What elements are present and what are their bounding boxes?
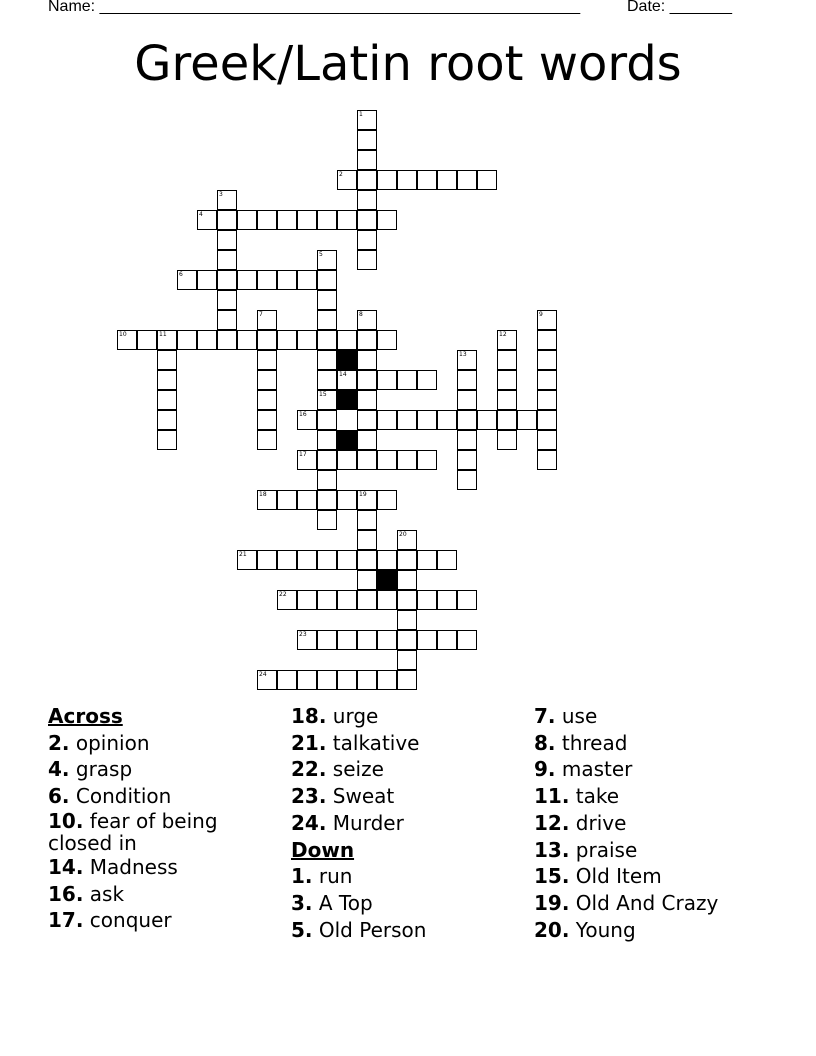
grid-cell[interactable]	[377, 490, 397, 510]
grid-cell[interactable]	[357, 150, 377, 170]
grid-cell[interactable]	[217, 190, 237, 210]
grid-cell[interactable]	[397, 590, 417, 610]
cell-number: 2	[339, 171, 343, 178]
clue-text: conquer	[89, 908, 172, 933]
grid-cell[interactable]	[357, 110, 377, 130]
cell-number: 1	[359, 111, 363, 118]
cell-number: 5	[319, 251, 323, 258]
grid-cell[interactable]	[317, 350, 337, 370]
across-heading: Across	[48, 704, 123, 728]
clue-text: Old Item	[575, 864, 662, 889]
grid-cell[interactable]	[257, 330, 277, 350]
grid-cell[interactable]	[397, 670, 417, 690]
grid-cell[interactable]	[417, 410, 437, 430]
grid-cell[interactable]	[217, 310, 237, 330]
grid-cell[interactable]	[197, 210, 217, 230]
grid-cell[interactable]	[317, 330, 337, 350]
grid-cell[interactable]	[297, 450, 317, 470]
clue-number: 8.	[534, 730, 556, 755]
clue-text: talkative	[332, 730, 420, 755]
blocked-cell	[337, 350, 357, 370]
grid-cell[interactable]	[397, 170, 417, 190]
clue-item	[291, 917, 526, 944]
clue-text: grasp	[75, 757, 133, 782]
grid-cell[interactable]	[217, 330, 237, 350]
grid-cell[interactable]	[497, 350, 517, 370]
cell-number: 11	[159, 331, 167, 338]
grid-cell[interactable]	[417, 450, 437, 470]
grid-cell[interactable]	[257, 490, 277, 510]
grid-cell[interactable]	[277, 270, 297, 290]
date-field-label[interactable]: Date: _______	[627, 0, 732, 15]
grid-cell[interactable]	[317, 630, 337, 650]
clue-item	[291, 783, 526, 810]
clue-text: run	[318, 864, 353, 889]
grid-cell[interactable]	[437, 590, 457, 610]
name-field-label[interactable]: Name: ______________________________________________________	[48, 0, 581, 15]
clue-item	[291, 863, 526, 890]
clue-number: 3.	[291, 890, 313, 915]
grid-cell[interactable]	[337, 330, 357, 350]
grid-cell[interactable]	[517, 410, 537, 430]
grid-cell[interactable]	[437, 170, 457, 190]
grid-cell[interactable]	[357, 490, 377, 510]
clue-text: opinion	[75, 730, 150, 755]
grid-cell[interactable]	[417, 550, 437, 570]
grid-cell[interactable]	[457, 370, 477, 390]
cell-number: 14	[339, 371, 347, 378]
grid-cell[interactable]	[297, 490, 317, 510]
cell-number: 24	[259, 671, 267, 678]
cell-number: 22	[279, 591, 287, 598]
cell-number: 7	[259, 311, 263, 318]
grid-cell[interactable]	[377, 330, 397, 350]
grid-cell[interactable]	[457, 350, 477, 370]
grid-cell[interactable]	[257, 370, 277, 390]
grid-cell[interactable]	[317, 370, 337, 390]
clue-number: 17.	[48, 908, 84, 933]
grid-cell[interactable]	[397, 570, 417, 590]
grid-cell[interactable]	[337, 490, 357, 510]
grid-cell[interactable]	[377, 590, 397, 610]
blocked-cell	[377, 570, 397, 590]
grid-cell[interactable]	[177, 330, 197, 350]
grid-cell[interactable]	[117, 330, 137, 350]
clue-number: 2.	[48, 730, 70, 755]
grid-cell[interactable]	[537, 350, 557, 370]
clue-number: 13.	[534, 837, 570, 862]
grid-cell[interactable]	[357, 410, 377, 430]
clue-item	[534, 890, 794, 917]
grid-cell[interactable]	[317, 470, 337, 490]
grid-cell[interactable]	[437, 550, 457, 570]
grid-cell[interactable]	[397, 450, 417, 470]
clue-column-1	[48, 703, 283, 934]
grid-cell[interactable]	[357, 670, 377, 690]
grid-cell[interactable]	[157, 390, 177, 410]
grid-cell[interactable]	[257, 390, 277, 410]
grid-cell[interactable]	[257, 550, 277, 570]
grid-cell[interactable]	[457, 590, 477, 610]
clue-item	[291, 890, 526, 917]
grid-cell[interactable]	[317, 290, 337, 310]
cell-number: 12	[499, 331, 507, 338]
grid-cell[interactable]	[197, 270, 217, 290]
grid-cell[interactable]	[357, 530, 377, 550]
clue-text: Condition	[75, 784, 172, 809]
clue-number: 9.	[534, 757, 556, 782]
clue-item	[534, 917, 794, 944]
cell-number: 10	[119, 331, 127, 338]
grid-cell[interactable]	[317, 590, 337, 610]
grid-cell[interactable]	[277, 490, 297, 510]
grid-cell[interactable]	[297, 410, 317, 430]
grid-cell[interactable]	[377, 550, 397, 570]
grid-cell[interactable]	[337, 170, 357, 190]
clue-item	[534, 863, 794, 890]
grid-cell[interactable]	[457, 630, 477, 650]
grid-cell[interactable]	[537, 370, 557, 390]
grid-cell[interactable]	[297, 670, 317, 690]
clue-number: 6.	[48, 784, 70, 809]
grid-cell[interactable]	[357, 230, 377, 250]
grid-cell[interactable]	[537, 390, 557, 410]
grid-cell[interactable]	[217, 290, 237, 310]
grid-cell[interactable]	[237, 330, 257, 350]
cell-number: 19	[359, 491, 367, 498]
grid-cell[interactable]	[317, 210, 337, 230]
cell-number: 23	[299, 631, 307, 638]
clue-number: 12.	[534, 810, 570, 835]
grid-cell[interactable]	[157, 410, 177, 430]
clue-text: use	[561, 704, 598, 728]
grid-cell[interactable]	[277, 670, 297, 690]
grid-cell[interactable]	[537, 310, 557, 330]
grid-cell[interactable]	[357, 630, 377, 650]
grid-cell[interactable]	[397, 630, 417, 650]
grid-cell[interactable]	[357, 390, 377, 410]
grid-cell[interactable]	[297, 330, 317, 350]
blocked-cell	[337, 390, 357, 410]
clue-text: drive	[575, 810, 627, 835]
grid-cell[interactable]	[457, 450, 477, 470]
grid-cell[interactable]	[357, 250, 377, 270]
grid-cell[interactable]	[397, 610, 417, 630]
clue-number: 5.	[291, 917, 313, 942]
grid-cell[interactable]	[537, 430, 557, 450]
grid-cell[interactable]	[377, 410, 397, 430]
clue-number: 19.	[534, 890, 570, 915]
clue-text: Murder	[332, 810, 404, 835]
clue-number: 4.	[48, 757, 70, 782]
grid-cell[interactable]	[317, 410, 337, 430]
grid-cell[interactable]	[357, 370, 377, 390]
grid-cell[interactable]	[317, 450, 337, 470]
clue-number: 23.	[291, 784, 327, 809]
clue-number: 15.	[534, 864, 570, 889]
down-heading: Down	[291, 837, 355, 862]
grid-cell[interactable]	[157, 330, 177, 350]
grid-cell[interactable]	[537, 450, 557, 470]
grid-cell[interactable]	[417, 370, 437, 390]
clue-item	[48, 810, 283, 854]
cell-number: 9	[539, 311, 543, 318]
grid-cell[interactable]	[157, 350, 177, 370]
grid-cell[interactable]	[357, 330, 377, 350]
grid-cell[interactable]	[357, 310, 377, 330]
clue-item	[534, 756, 794, 783]
grid-cell[interactable]	[497, 330, 517, 350]
grid-cell[interactable]	[397, 650, 417, 670]
grid-cell[interactable]	[277, 550, 297, 570]
grid-cell[interactable]	[497, 410, 517, 430]
grid-cell[interactable]	[317, 390, 337, 410]
clue-item	[48, 730, 283, 757]
clue-text: master	[561, 757, 633, 782]
grid-cell[interactable]	[297, 270, 317, 290]
clue-item	[48, 881, 283, 908]
grid-cell[interactable]	[217, 210, 237, 230]
grid-cell[interactable]	[357, 170, 377, 190]
grid-cell[interactable]	[457, 390, 477, 410]
grid-cell[interactable]	[357, 550, 377, 570]
clue-item	[291, 703, 526, 730]
cell-number: 15	[319, 391, 327, 398]
cell-number: 21	[239, 551, 247, 558]
grid-cell[interactable]	[197, 330, 217, 350]
clue-text: Sweat	[332, 784, 395, 809]
cell-number: 20	[399, 531, 407, 538]
cell-number: 4	[199, 211, 203, 218]
clue-item	[48, 756, 283, 783]
grid-cell[interactable]	[237, 550, 257, 570]
clue-number: 10.	[48, 808, 84, 833]
grid-cell[interactable]	[237, 270, 257, 290]
grid-cell[interactable]	[257, 310, 277, 330]
grid-cell[interactable]	[297, 550, 317, 570]
grid-cell[interactable]	[337, 550, 357, 570]
grid-cell[interactable]	[277, 590, 297, 610]
clue-number: 20.	[534, 917, 570, 942]
grid-cell[interactable]	[397, 530, 417, 550]
clue-text: Madness	[89, 854, 178, 879]
clue-number: 22.	[291, 757, 327, 782]
grid-cell[interactable]	[357, 450, 377, 470]
clue-text: Old Person	[318, 917, 427, 942]
blocked-cell	[337, 430, 357, 450]
grid-cell[interactable]	[537, 330, 557, 350]
grid-cell[interactable]	[317, 270, 337, 290]
clue-text: take	[575, 784, 620, 809]
clue-column-3	[534, 703, 794, 943]
clue-item	[291, 810, 526, 837]
grid-cell[interactable]	[337, 210, 357, 230]
clue-text: urge	[332, 704, 379, 728]
grid-cell[interactable]	[317, 670, 337, 690]
grid-cell[interactable]	[357, 430, 377, 450]
grid-cell[interactable]	[477, 170, 497, 190]
grid-cell[interactable]	[317, 490, 337, 510]
grid-cell[interactable]	[477, 410, 497, 430]
cell-number: 3	[219, 191, 223, 198]
page-title: Greek/Latin root words	[134, 36, 682, 92]
grid-cell[interactable]	[277, 210, 297, 230]
clue-text: ask	[89, 881, 125, 906]
grid-cell[interactable]	[357, 350, 377, 370]
cell-number: 17	[299, 451, 307, 458]
grid-cell[interactable]	[417, 590, 437, 610]
grid-cell[interactable]	[257, 270, 277, 290]
grid-cell[interactable]	[457, 470, 477, 490]
clue-item	[48, 907, 283, 934]
grid-cell[interactable]	[257, 210, 277, 230]
grid-cell[interactable]	[257, 350, 277, 370]
cell-number: 18	[259, 491, 267, 498]
grid-cell[interactable]	[337, 670, 357, 690]
grid-cell[interactable]	[317, 250, 337, 270]
grid-cell[interactable]	[377, 210, 397, 230]
clue-number: 7.	[534, 704, 556, 728]
clue-item	[534, 810, 794, 837]
clue-number: 14.	[48, 854, 84, 879]
grid-cell[interactable]	[157, 370, 177, 390]
grid-cell[interactable]	[357, 570, 377, 590]
grid-cell[interactable]	[357, 190, 377, 210]
grid-cell[interactable]	[337, 630, 357, 650]
clue-item	[48, 854, 283, 881]
clue-text: Young	[575, 917, 636, 942]
grid-cell[interactable]	[217, 270, 237, 290]
cell-number: 16	[299, 411, 307, 418]
grid-cell[interactable]	[217, 250, 237, 270]
clue-number: 1.	[291, 864, 313, 889]
grid-cell[interactable]	[417, 630, 437, 650]
clue-number: 21.	[291, 730, 327, 755]
clue-text: praise	[575, 837, 638, 862]
grid-cell[interactable]	[397, 370, 417, 390]
grid-cell[interactable]	[457, 410, 477, 430]
clue-item	[534, 837, 794, 864]
grid-cell[interactable]	[397, 410, 417, 430]
grid-cell[interactable]	[497, 390, 517, 410]
grid-cell[interactable]	[497, 370, 517, 390]
grid-cell[interactable]	[377, 450, 397, 470]
clue-number: 11.	[534, 784, 570, 809]
grid-cell[interactable]	[437, 630, 457, 650]
grid-cell[interactable]	[317, 310, 337, 330]
grid-cell[interactable]	[237, 210, 257, 230]
clue-number: 18.	[291, 704, 327, 728]
grid-cell[interactable]	[537, 410, 557, 430]
grid-cell[interactable]	[297, 590, 317, 610]
grid-cell[interactable]	[357, 510, 377, 530]
grid-cell[interactable]	[337, 370, 357, 390]
grid-cell[interactable]	[377, 370, 397, 390]
grid-cell[interactable]	[297, 210, 317, 230]
grid-cell[interactable]	[337, 590, 357, 610]
clue-text: seize	[332, 757, 384, 782]
grid-cell[interactable]	[497, 430, 517, 450]
grid-cell[interactable]	[377, 670, 397, 690]
grid-cell[interactable]	[257, 670, 277, 690]
grid-cell[interactable]	[337, 450, 357, 470]
grid-cell[interactable]	[377, 170, 397, 190]
grid-cell[interactable]	[157, 430, 177, 450]
grid-cell[interactable]	[397, 550, 417, 570]
clue-number: 16.	[48, 881, 84, 906]
clue-text: fear of being closed in	[48, 808, 218, 855]
grid-cell[interactable]	[457, 170, 477, 190]
grid-cell[interactable]	[217, 230, 237, 250]
grid-cell[interactable]	[257, 430, 277, 450]
clue-item	[48, 783, 283, 810]
grid-cell[interactable]	[177, 270, 197, 290]
grid-cell[interactable]	[357, 130, 377, 150]
cell-number: 8	[359, 311, 363, 318]
grid-cell[interactable]	[297, 630, 317, 650]
clue-item	[534, 730, 794, 757]
clue-item	[291, 756, 526, 783]
clue-text: Old And Crazy	[575, 890, 719, 915]
clue-item	[291, 730, 526, 757]
grid-cell[interactable]	[377, 630, 397, 650]
grid-cell[interactable]	[137, 330, 157, 350]
grid-cell[interactable]	[357, 590, 377, 610]
clue-column-2	[291, 703, 526, 943]
grid-cell[interactable]	[457, 430, 477, 450]
clue-text: A Top	[318, 890, 373, 915]
grid-cell[interactable]	[437, 410, 457, 430]
clue-number: 24.	[291, 810, 327, 835]
cell-number: 6	[179, 271, 183, 278]
grid-cell[interactable]	[317, 550, 337, 570]
grid-cell[interactable]	[257, 410, 277, 430]
grid-cell[interactable]	[317, 510, 337, 530]
grid-cell[interactable]	[277, 330, 297, 350]
clue-item	[534, 783, 794, 810]
cell-number: 13	[459, 351, 467, 358]
clue-item	[534, 703, 794, 730]
grid-cell[interactable]	[317, 430, 337, 450]
grid-cell[interactable]	[417, 170, 437, 190]
grid-cell[interactable]	[357, 210, 377, 230]
clue-text: thread	[561, 730, 628, 755]
